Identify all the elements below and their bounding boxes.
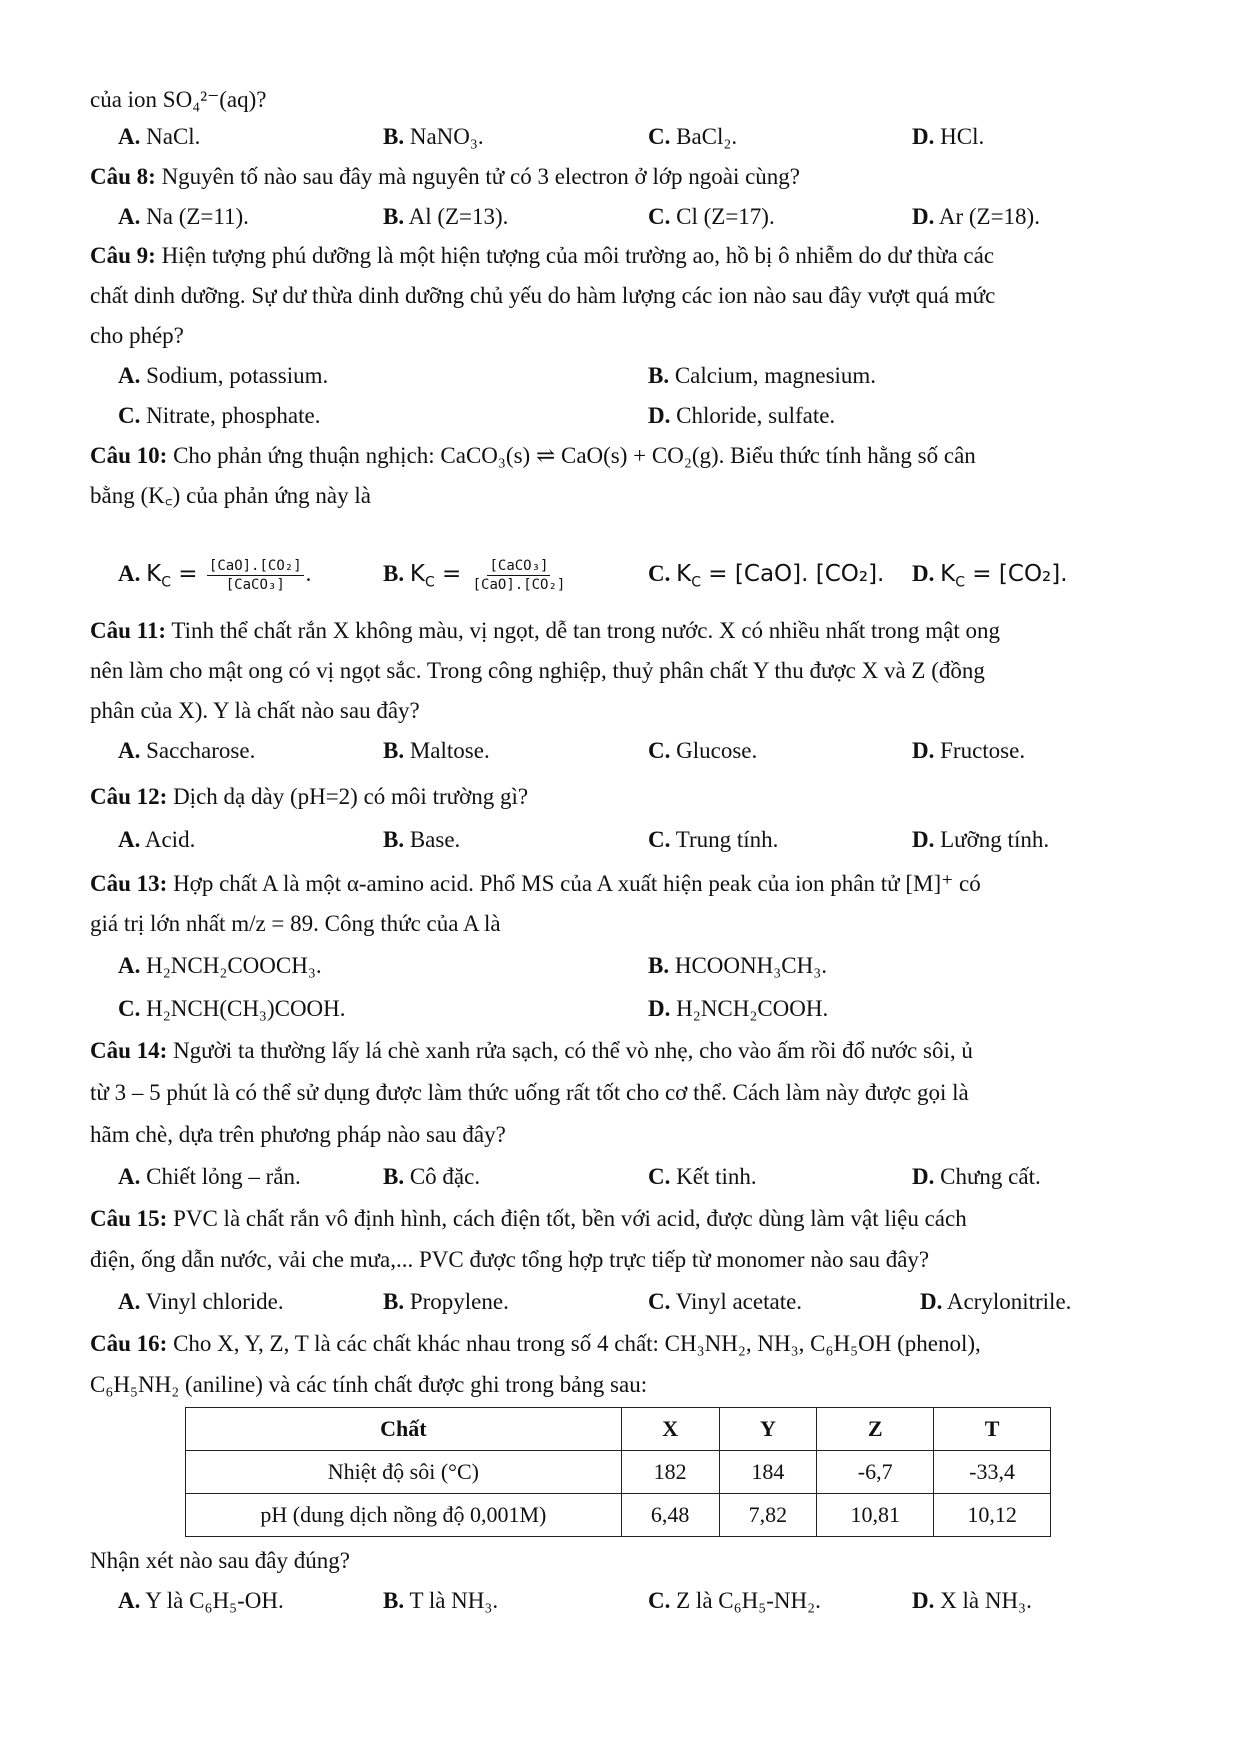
q16-option-d: D. X là NH₃. [912, 1588, 1032, 1613]
q12-option-c: C. Trung tính. [648, 827, 779, 852]
q14-option-d: D. Chưng cất. [912, 1164, 1041, 1189]
q13-option-c: C. H₂NCH(CH₃)COOH. [118, 996, 346, 1021]
q8-option-a: A. Na (Z=11). [118, 204, 249, 229]
q8-stem: Câu 8: Nguyên tố nào sau đây mà nguyên tử có 3 electron ở lớp ngoài cùng? [90, 164, 801, 189]
table-header-row [186, 1408, 1051, 1451]
q14-stem-line1: Câu 14: Người ta thường lấy lá chè xanh rửa sạch, có thể vò nhẹ, cho vào ấm rồi đổ nước sôi, ủ [90, 1038, 973, 1063]
table-cell: 10,81 [817, 1494, 934, 1537]
q7-option-d: D. HCl. [912, 124, 985, 149]
table-cell: 6,48 [621, 1494, 719, 1537]
q7-option-b: B. NaNO₃. [383, 124, 484, 149]
q11-stem-line2: nên làm cho mật ong có vị ngọt sắc. Trong công nghiệp, thuỷ phân chất Y thu được X và Z (đồng [90, 658, 985, 683]
q16-option-a: A. Y là C₆H₅-OH. [118, 1588, 284, 1613]
q10-option-d: D. $K_C = [CO_2]$. [912, 561, 1068, 591]
q13-stem-line1: Câu 13: Hợp chất A là một α-amino acid. Phổ MS của A xuất hiện peak của ion phân tử [M]⁺ có [90, 871, 981, 896]
q12-stem: Câu 12: Dịch dạ dày (pH=2) có môi trường gì? [90, 784, 529, 809]
q15-stem-line2: điện, ống dẫn nước, vải che mưa,... PVC được tổng hợp trực tiếp từ monomer nào sau đây? [90, 1247, 930, 1272]
q12-option-d: D. Lưỡng tính. [912, 827, 1050, 852]
table-header-cell: Chất [186, 1408, 622, 1451]
q15-option-b: B. Propylene. [383, 1289, 509, 1314]
q16-stem-line2: C₆H₅NH₂ (aniline) và các tính chất được ghi trong bảng sau: [90, 1372, 648, 1397]
q9-stem-line3: cho phép? [90, 323, 184, 348]
q16-option-c: C. Z là C₆H₅-NH₂. [648, 1588, 821, 1613]
q13-stem-line2: giá trị lớn nhất m/z = 89. Công thức của A là [90, 911, 501, 936]
q10-option-a: A. $K_C$ = $\frac{\text{[CaO].[CO₂]}}{\text{[CaCO₃]}}$ . [118, 558, 312, 594]
table-cell: -6,7 [817, 1451, 934, 1494]
table-row [186, 1494, 1051, 1537]
q12-option-a: A. Acid. [118, 827, 196, 852]
q15-option-a: A. Vinyl chloride. [118, 1289, 284, 1314]
q11-stem-line1: Câu 11: Tinh thể chất rắn X không màu, vị ngọt, dễ tan trong nước. X có nhiều nhất trong mật ong [90, 618, 1001, 643]
table-header-cell: T [934, 1408, 1051, 1451]
q7-stem-end: của ion SO₄²⁻(aq)? [90, 87, 267, 112]
q15-option-d: D. Acrylonitrile. [920, 1289, 1072, 1314]
q14-option-c: C. Kết tinh. [648, 1164, 757, 1189]
table-cell: -33,4 [934, 1451, 1051, 1494]
fraction: $\frac{\text{[CaO].[CO₂]}}{\text{[CaCO₃]}}$ [208, 558, 302, 594]
q10-stem-line2: bằng (K꜀) của phản ứng này là [90, 483, 371, 508]
table-header-cell: X [621, 1408, 719, 1451]
q9-option-b: B. Calcium, magnesium. [648, 363, 877, 388]
table-cell: 10,12 [934, 1494, 1051, 1537]
q9-option-d: D. Chloride, sulfate. [648, 403, 836, 428]
q10-option-b: B. $K_C$ = $\frac{\text{[CaCO₃]}}{\text{[CaO].[CO₂]}}$ [383, 558, 566, 594]
q11-option-a: A. Saccharose. [118, 738, 256, 763]
q9-stem-line1: Câu 9: Hiện tượng phú dưỡng là một hiện tượng của môi trường ao, hồ bị ô nhiễm do dư thừa các [90, 243, 995, 268]
q11-option-c: C. Glucose. [648, 738, 758, 763]
q7-option-c: C. BaCl₂. [648, 124, 738, 149]
properties-table [185, 1407, 1051, 1537]
q15-stem-line1: Câu 15: PVC là chất rắn vô định hình, cách điện tốt, bền với acid, được dùng làm vật liệu cách [90, 1206, 967, 1231]
q9-option-c: C. Nitrate, phosphate. [118, 403, 321, 428]
q12-option-b: B. Base. [383, 827, 461, 852]
q16-option-b: B. T là NH₃. [383, 1588, 499, 1613]
q11-option-b: B. Maltose. [383, 738, 490, 763]
q13-option-b: B. HCOONH₃CH₃. [648, 953, 827, 978]
table-cell: Nhiệt độ sôi (°C) [186, 1451, 622, 1494]
q16-stem-line1: Câu 16: Cho X, Y, Z, T là các chất khác nhau trong số 4 chất: CH₃NH₂, NH₃, C₆H₅OH (phenol), [90, 1331, 981, 1356]
q14-stem-line2: từ 3 – 5 phút là có thể sử dụng được làm thức uống rất tốt cho cơ thể. Cách làm này được gọi là [90, 1080, 969, 1105]
q10-stem-line1: Câu 10: Cho phản ứng thuận nghịch: CaCO₃(s) ⇌ CaO(s) + CO₂(g). Biểu thức tính hằng số cân [90, 443, 976, 468]
table-cell: 182 [621, 1451, 719, 1494]
q13-option-d: D. H₂NCH₂COOH. [648, 996, 829, 1021]
table-header-cell: Z [817, 1408, 934, 1451]
table-header-cell: Y [719, 1408, 817, 1451]
q7-option-a: A. NaCl. [118, 124, 201, 149]
q9-option-a: A. Sodium, potassium. [118, 363, 329, 388]
q9-stem-line2: chất dinh dưỡng. Sự dư thừa dinh dưỡng chủ yếu do hàm lượng các ion nào sau đây vượt quá mức [90, 283, 996, 308]
q8-option-b: B. Al (Z=13). [383, 204, 509, 229]
table-cell: 184 [719, 1451, 817, 1494]
table-cell: pH (dung dịch nồng độ 0,001M) [186, 1494, 622, 1537]
q14-option-b: B. Cô đặc. [383, 1164, 481, 1189]
q11-option-d: D. Fructose. [912, 738, 1026, 763]
table-row [186, 1451, 1051, 1494]
q8-option-d: D. Ar (Z=18). [912, 204, 1040, 229]
q10-option-c: C. $K_C = [CaO]$. [CO₂]. [648, 561, 885, 591]
q13-option-a: A. H₂NCH₂COOCH₃. [118, 953, 322, 978]
q15-option-c: C. Vinyl acetate. [648, 1289, 803, 1314]
q14-stem-line3: hãm chè, dựa trên phương pháp nào sau đây? [90, 1122, 506, 1147]
q16-question: Nhận xét nào sau đây đúng? [90, 1548, 350, 1573]
q14-option-a: A. Chiết lỏng – rắn. [118, 1164, 301, 1189]
q11-stem-line3: phân của X). Y là chất nào sau đây? [90, 698, 420, 723]
table-cell: 7,82 [719, 1494, 817, 1537]
fraction: $\frac{\text{[CaCO₃]}}{\text{[CaO].[CO₂]}}$ [472, 558, 566, 594]
q8-option-c: C. Cl (Z=17). [648, 204, 775, 229]
